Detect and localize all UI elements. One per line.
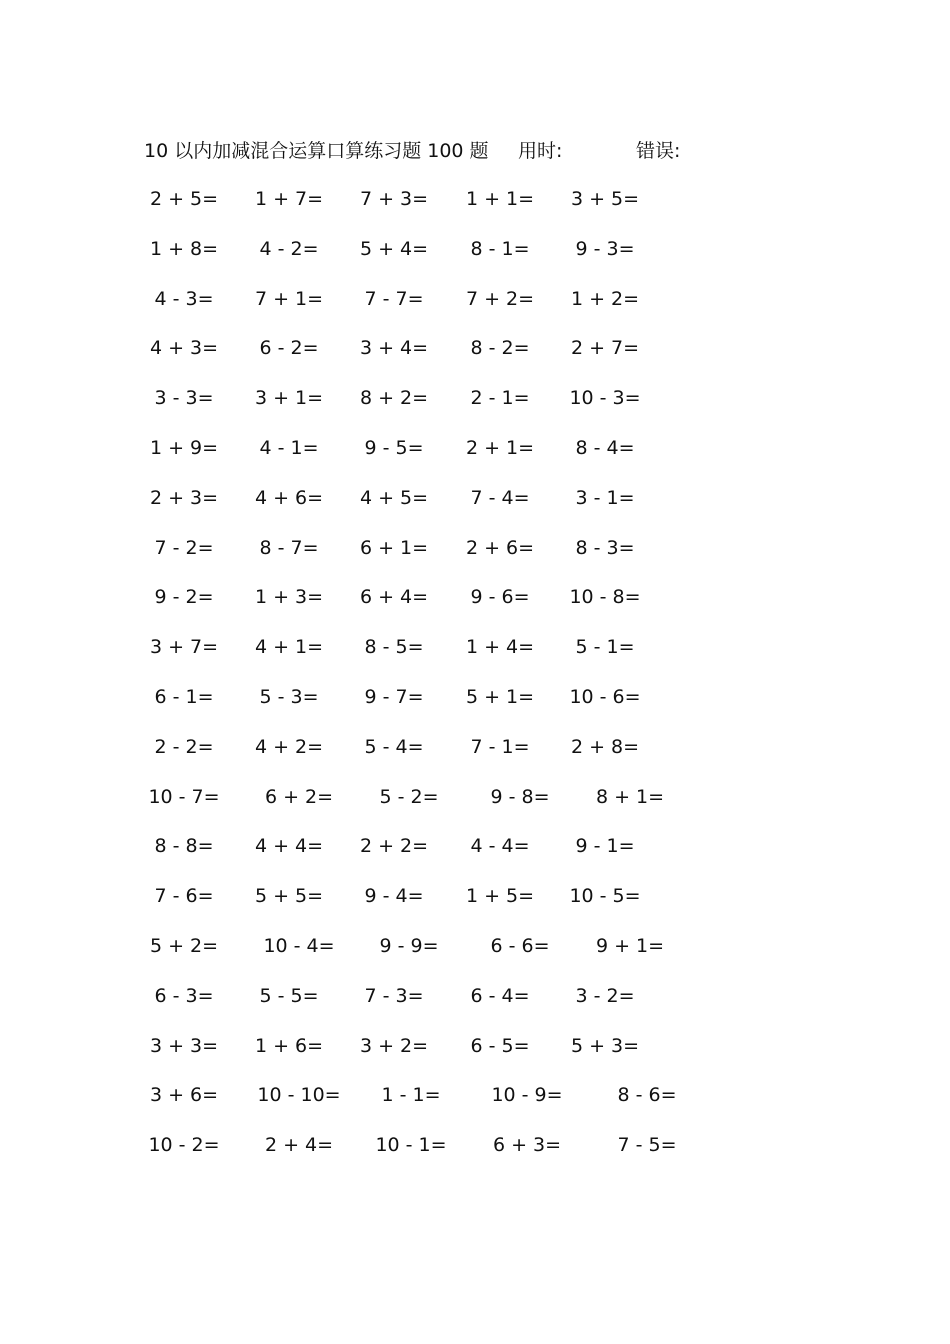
problem-cell: 10 - 8= <box>569 586 641 609</box>
problem-cell: 2 + 3= <box>149 486 219 509</box>
problem-cell: 5 + 2= <box>149 934 219 957</box>
problem-cell: 1 - 1= <box>381 1084 441 1107</box>
problem-cell: 4 + 3= <box>149 337 219 360</box>
time-label: 用时: <box>518 140 563 162</box>
problem-row <box>140 1130 680 1180</box>
problem-row <box>140 333 680 383</box>
problem-cell: 7 - 7= <box>364 287 424 310</box>
problem-cell: 7 - 1= <box>470 735 530 758</box>
problem-cell: 5 - 1= <box>575 636 635 659</box>
problem-cell: 10 - 10= <box>257 1084 341 1107</box>
problem-row <box>140 1031 680 1081</box>
problem-cell: 1 + 3= <box>254 586 324 609</box>
problem-cell: 2 + 6= <box>465 536 535 559</box>
problem-row <box>140 831 680 881</box>
problem-cell: 1 + 9= <box>149 436 219 459</box>
problem-cell: 2 + 8= <box>570 735 640 758</box>
problem-row <box>140 1080 680 1130</box>
problem-cell: 4 + 5= <box>359 486 429 509</box>
problem-cell: 4 + 1= <box>254 636 324 659</box>
problem-row <box>140 732 680 782</box>
problem-row <box>140 931 680 981</box>
problem-cell: 9 - 7= <box>364 685 424 708</box>
problem-cell: 9 - 4= <box>364 885 424 908</box>
problem-cell: 10 - 7= <box>148 785 220 808</box>
problem-cell: 2 + 4= <box>264 1134 334 1157</box>
problem-cell: 3 - 2= <box>575 984 635 1007</box>
problem-cell: 3 + 5= <box>570 188 640 210</box>
problem-cell: 6 + 1= <box>359 536 429 559</box>
problem-cell: 7 - 6= <box>154 885 214 908</box>
problem-cell: 4 - 3= <box>154 287 214 310</box>
problem-cell: 10 - 9= <box>491 1084 563 1107</box>
problem-cell: 10 - 1= <box>375 1134 447 1157</box>
problem-cell: 7 + 1= <box>254 287 324 310</box>
problem-cell: 1 + 6= <box>254 1034 324 1057</box>
problem-cell: 9 - 3= <box>575 237 635 260</box>
problem-cell: 3 + 7= <box>149 636 219 659</box>
problem-cell: 2 + 5= <box>149 188 219 210</box>
problem-cell: 3 - 3= <box>154 387 214 410</box>
problem-cell: 3 + 2= <box>359 1034 429 1057</box>
problem-cell: 8 - 1= <box>470 237 530 260</box>
problem-cell: 8 - 5= <box>364 636 424 659</box>
problem-row <box>140 284 680 334</box>
problem-cell: 4 - 2= <box>259 237 319 260</box>
problem-cell: 9 - 5= <box>364 436 424 459</box>
problem-cell: 7 + 3= <box>359 188 429 210</box>
problem-row <box>140 682 680 732</box>
problem-cell: 2 - 1= <box>470 387 530 410</box>
problem-cell: 3 + 1= <box>254 387 324 410</box>
problem-row <box>140 881 680 931</box>
problem-cell: 7 - 4= <box>470 486 530 509</box>
problem-cell: 6 + 4= <box>359 586 429 609</box>
problem-cell: 1 + 8= <box>149 237 219 260</box>
problem-cell: 1 + 7= <box>254 188 324 210</box>
problem-cell: 3 - 1= <box>575 486 635 509</box>
problem-cell: 1 + 1= <box>465 188 535 210</box>
problem-cell: 9 - 9= <box>379 934 439 957</box>
problem-row <box>140 234 680 284</box>
problem-cell: 8 - 6= <box>617 1084 677 1107</box>
problem-cell: 10 - 5= <box>569 885 641 908</box>
problem-cell: 5 - 4= <box>364 735 424 758</box>
problem-row <box>140 632 680 682</box>
problem-cell: 3 + 6= <box>149 1084 219 1107</box>
problem-cell: 9 - 2= <box>154 586 214 609</box>
problem-row <box>140 782 680 832</box>
problem-grid <box>140 184 680 1180</box>
problem-cell: 4 + 2= <box>254 735 324 758</box>
problem-cell: 9 - 6= <box>470 586 530 609</box>
problem-cell: 10 - 6= <box>569 685 641 708</box>
problem-cell: 5 + 4= <box>359 237 429 260</box>
problem-cell: 9 - 8= <box>490 785 550 808</box>
problem-cell: 3 + 4= <box>359 337 429 360</box>
problem-cell: 8 - 8= <box>154 835 214 858</box>
problem-cell: 7 - 2= <box>154 536 214 559</box>
problem-cell: 7 - 5= <box>617 1134 677 1157</box>
problem-cell: 5 + 3= <box>570 1034 640 1057</box>
problem-cell: 4 - 4= <box>470 835 530 858</box>
problem-cell: 5 - 5= <box>259 984 319 1007</box>
problem-row <box>140 483 680 533</box>
worksheet-title: 10 以内加减混合运算口算练习题 100 题 <box>144 140 489 162</box>
problem-cell: 2 + 7= <box>570 337 640 360</box>
problem-cell: 8 + 2= <box>359 387 429 410</box>
problem-cell: 9 - 1= <box>575 835 635 858</box>
problem-cell: 6 - 1= <box>154 685 214 708</box>
problem-cell: 6 - 5= <box>470 1034 530 1057</box>
problem-cell: 8 + 1= <box>595 785 665 808</box>
problem-row <box>140 582 680 632</box>
problem-row <box>140 533 680 583</box>
problem-cell: 5 - 2= <box>379 785 439 808</box>
problem-cell: 4 + 4= <box>254 835 324 858</box>
problem-cell: 7 - 3= <box>364 984 424 1007</box>
problem-cell: 10 - 4= <box>263 934 335 957</box>
problem-cell: 1 + 2= <box>570 287 640 310</box>
problem-cell: 8 - 7= <box>259 536 319 559</box>
problem-cell: 10 - 3= <box>569 387 641 410</box>
problem-row <box>140 981 680 1031</box>
problem-cell: 2 + 1= <box>465 436 535 459</box>
errors-label: 错误: <box>636 140 681 162</box>
problem-row <box>140 433 680 483</box>
problem-cell: 1 + 5= <box>465 885 535 908</box>
problem-cell: 5 - 3= <box>259 685 319 708</box>
problem-cell: 8 - 3= <box>575 536 635 559</box>
problem-cell: 8 - 4= <box>575 436 635 459</box>
problem-cell: 6 - 4= <box>470 984 530 1007</box>
problem-cell: 10 - 2= <box>148 1134 220 1157</box>
problem-cell: 6 - 2= <box>259 337 319 360</box>
problem-cell: 1 + 4= <box>465 636 535 659</box>
problem-cell: 8 - 2= <box>470 337 530 360</box>
problem-cell: 4 + 6= <box>254 486 324 509</box>
problem-row <box>140 184 680 234</box>
problem-cell: 3 + 3= <box>149 1034 219 1057</box>
problem-cell: 5 + 5= <box>254 885 324 908</box>
problem-cell: 5 + 1= <box>465 685 535 708</box>
problem-cell: 4 - 1= <box>259 436 319 459</box>
problem-cell: 9 + 1= <box>595 934 665 957</box>
problem-cell: 2 + 2= <box>359 835 429 858</box>
problem-cell: 2 - 2= <box>154 735 214 758</box>
problem-row <box>140 383 680 433</box>
problem-cell: 6 - 6= <box>490 934 550 957</box>
problem-cell: 7 + 2= <box>465 287 535 310</box>
problem-cell: 6 + 3= <box>492 1134 562 1157</box>
problem-cell: 6 - 3= <box>154 984 214 1007</box>
problem-cell: 6 + 2= <box>264 785 334 808</box>
